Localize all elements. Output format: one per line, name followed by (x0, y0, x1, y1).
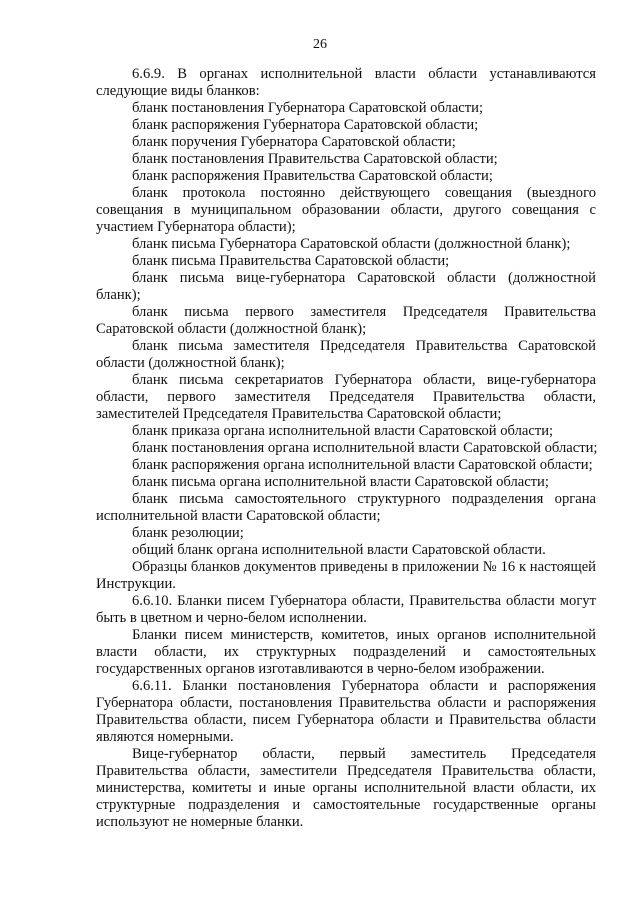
document-body (96, 66, 596, 831)
paragraph: Бланки писем министерств, комитетов, иных органов исполнительной власти области, их структурных подразделений и самостоятельных государственных органов изготавливаются в черно-белом изображении. (96, 627, 596, 677)
paragraph: бланк распоряжения Правительства Саратовской области; (132, 168, 493, 184)
paragraph: бланк приказа органа исполнительной власти Саратовской области; (132, 423, 554, 439)
paragraph: Образцы бланков документов приведены в приложении № 16 к настоящей Инструкции. (96, 559, 596, 592)
paragraph: бланк письма Правительства Саратовской области; (132, 253, 450, 269)
paragraph: бланк распоряжения органа исполнительной власти Саратовской области; (132, 457, 593, 473)
paragraph: бланк письма вице-губернатора Саратовской области (должностной бланк); (96, 270, 596, 303)
paragraph: бланк письма первого заместителя Председателя Правительства Саратовской области (должностной бланк); (96, 304, 596, 337)
paragraph: бланк письма Губернатора Саратовской области (должностной бланк); (132, 236, 571, 252)
paragraph: 6.6.9. В органах исполнительной власти области устанавливаются следующие виды бланков: (96, 66, 596, 99)
paragraph: бланк резолюции; (132, 525, 244, 541)
paragraph: бланк письма секретариатов Губернатора области, вице-губернатора области, первого заместителя Председателя Правительства области, заместителей Председателя Правительства Саратовской области; (96, 372, 596, 422)
paragraph: бланк письма органа исполнительной власти Саратовской области; (132, 474, 549, 490)
paragraph: бланк письма самостоятельного структурного подразделения органа исполнительной власти Саратовской области; (96, 491, 596, 524)
paragraph: общий бланк органа исполнительной власти Саратовской области. (132, 542, 546, 558)
page-number: 26 (313, 37, 327, 52)
paragraph: бланк протокола постоянно действующего совещания (выездного совещания в муниципальном образовании области, другого совещания с участием Губернатора области); (96, 185, 596, 235)
paragraph: бланк распоряжения Губернатора Саратовской области; (132, 117, 479, 133)
paragraph: бланк поручения Губернатора Саратовской области; (132, 134, 456, 150)
paragraph: бланк постановления органа исполнительной власти Саратовской области; (132, 440, 598, 456)
paragraph: бланк постановления Губернатора Саратовской области; (132, 100, 484, 116)
paragraph: бланк письма заместителя Председателя Правительства Саратовской области (должностной бланк); (96, 338, 596, 371)
paragraph: Вице-губернатор области, первый заместитель Председателя Правительства области, заместители Председателя Правительства области, министерства, комитеты и иные органы исполнительной власти области, их структурные подразделения и самостоятельные государственные органы используют не номерные бланки. (96, 746, 596, 830)
paragraph: бланк постановления Правительства Саратовской области; (132, 151, 498, 167)
paragraph: 6.6.11. Бланки постановления Губернатора области и распоряжения Губернатора области, постановления Правительства области и распоряжения Правительства области, писем Губернатора области и Правительства области являются номерными. (96, 678, 596, 745)
paragraph: 6.6.10. Бланки писем Губернатора области, Правительства области могут быть в цветном и черно-белом исполнении. (96, 593, 596, 626)
